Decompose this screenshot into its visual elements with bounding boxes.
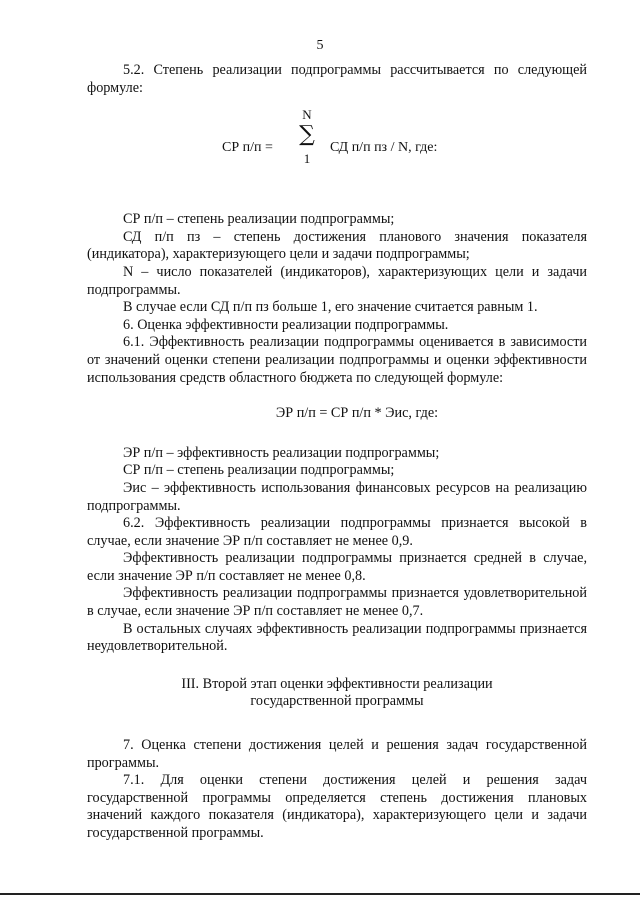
note-sd-cap: В случае если СД п/п пз больше 1, его значение считается равным 1. [123, 299, 538, 316]
definition-n: N – число показателей (индикаторов), характеризующих цели и задачи подпрограммы. [87, 263, 587, 298]
paragraph-6-2-satisfactory: Эффективность реализации подпрограммы признается удовлетворительной в случае, если значение ЭР п/п составляет не менее 0,7. [87, 585, 587, 620]
definition-sd: СД п/п пз – степень достижения планового значения показателя (индикатора), характеризующего цели и задачи подпрограммы; [87, 228, 587, 263]
paragraph-6-2-medium: Эффективность реализации подпрограммы признается средней в случае, если значение ЭР п/п составляет не менее 0,8. [87, 550, 587, 584]
formula-lhs: СР п/п = [222, 140, 273, 156]
paragraph-7-1: 7.1. Для оценки степени достижения целей и решения задач государственной программы определяется степень достижения плановых значений каждого показателя (индикатора), характеризующего цели и задачи государственной программы. [87, 772, 587, 841]
sum-upper-limit: N [302, 107, 312, 123]
definition-eis: Эис – эффективность использования финансовых ресурсов на реализацию подпрограммы. [87, 479, 587, 514]
formula-efficiency: ЭР п/п = СР п/п * Эис, где: [275, 405, 439, 422]
paragraph-6: 6. Оценка эффективности реализации подпрограммы. [123, 316, 449, 333]
paragraph-6-2-unsatisfactory: В остальных случаях эффективность реализации подпрограммы признается неудовлетворительной. [87, 620, 587, 655]
bottom-edge-line [0, 893, 640, 895]
formula-rhs: СД п/п пз / N, где: [330, 140, 438, 156]
paragraph-5-2: 5.2. Степень реализации подпрограммы рассчитывается по следующей формуле: [87, 62, 587, 96]
sum-lower-limit: 1 [303, 151, 311, 167]
document-body [87, 62, 587, 843]
section-3-heading [87, 676, 587, 711]
section-3-heading-line1: III. Второй этап оценки эффективности реализации [181, 675, 493, 692]
definition-er: ЭР п/п – эффективность реализации подпрограммы; [123, 444, 440, 461]
definition-sr-2: СР п/п – степень реализации подпрограммы; [123, 462, 395, 479]
section-3-heading-line2: государственной программы [250, 693, 424, 710]
page-number: 5 [316, 38, 324, 53]
sigma-symbol: ∑ [299, 122, 315, 148]
definition-sr: СР п/п – степень реализации подпрограммы; [123, 211, 395, 228]
summation-icon [294, 107, 320, 167]
paragraph-7: 7. Оценка степени достижения целей и решения задач государственной программы. [87, 737, 587, 771]
paragraph-6-2: 6.2. Эффективность реализации подпрограммы признается высокой в случае, если значение ЭР п/п составляет не менее 0,9. [87, 515, 587, 549]
formula-subprogram-realization [87, 107, 587, 187]
paragraph-6-1: 6.1. Эффективность реализации подпрограммы оценивается в зависимости от значений оценки степени реализации подпрограммы и оценки эффективности использования средств областного бюджета по следующей формуле: [87, 334, 587, 386]
